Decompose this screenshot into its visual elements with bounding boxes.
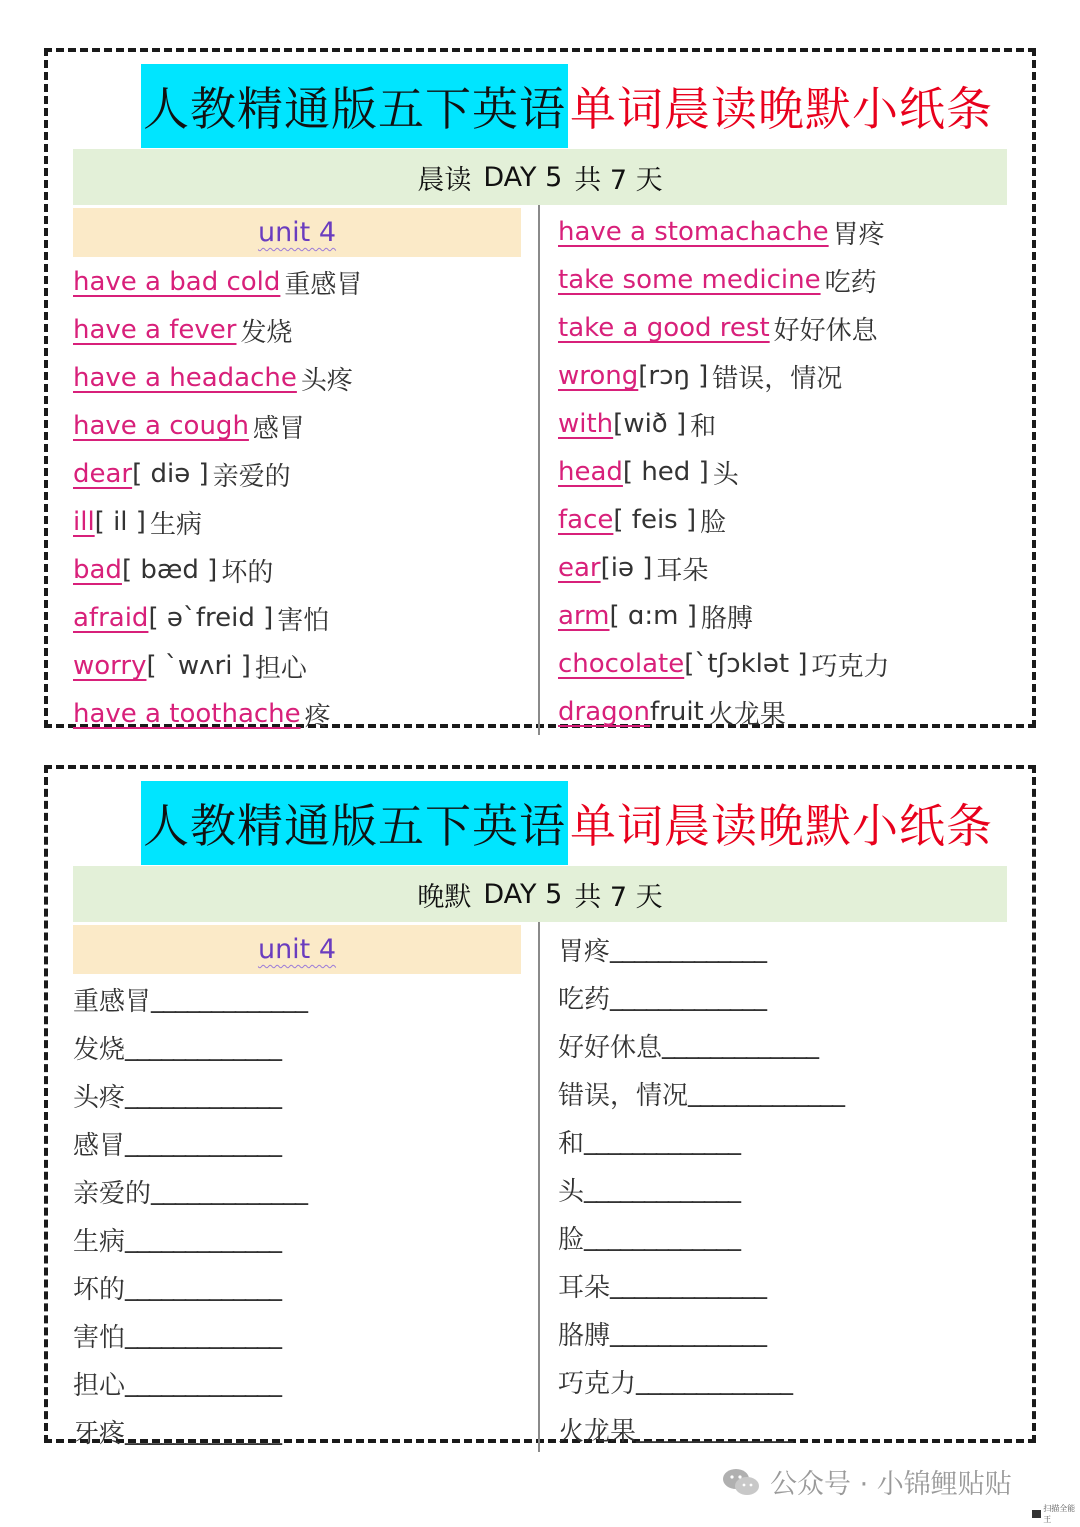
dictation-row <box>73 1167 533 1215</box>
scanner-badge-text: 扫描全能王 <box>1043 1504 1076 1524</box>
chinese-meaning: 吃药 <box>824 267 877 298</box>
english-word: bad <box>73 555 122 585</box>
chinese-prompt: 亲爱的 <box>73 1178 152 1209</box>
answer-blank[interactable]: _____________ <box>662 1030 819 1060</box>
word-row <box>558 544 1028 592</box>
phonetic: [ hed ] <box>622 457 709 487</box>
word-row <box>558 448 1028 496</box>
word-row <box>73 594 533 642</box>
word-list-left <box>73 258 533 738</box>
english-word: head <box>558 457 623 487</box>
english-word: ill <box>73 507 95 537</box>
day-total: 共 7 天 <box>574 881 663 913</box>
chinese-prompt: 和 <box>558 1128 585 1159</box>
chinese-prompt: 发烧 <box>73 1034 126 1065</box>
blank-list-right <box>558 925 1028 1453</box>
dictation-row <box>558 1213 1028 1261</box>
word-row <box>73 450 533 498</box>
chinese-meaning: 亲爱的 <box>212 461 291 492</box>
answer-blank[interactable]: _____________ <box>125 1320 282 1350</box>
title-highlight: 人教精通版五下英语 <box>141 64 568 148</box>
wechat-icon <box>722 1467 760 1497</box>
chinese-meaning: 发烧 <box>240 317 293 348</box>
english-word: arm <box>558 601 610 631</box>
chinese-prompt: 错误，情况 <box>558 1080 689 1111</box>
chinese-prompt: 担心 <box>73 1370 126 1401</box>
column-divider <box>538 205 540 735</box>
answer-blank[interactable]: _____________ <box>610 982 767 1012</box>
phonetic: [ feis ] <box>613 505 697 535</box>
dictation-row <box>558 1021 1028 1069</box>
chinese-meaning: 胳膊 <box>700 603 753 634</box>
answer-blank[interactable]: _____________ <box>125 1032 282 1062</box>
dictation-row <box>73 1071 533 1119</box>
english-word: chocolate <box>558 649 685 679</box>
chinese-meaning: 错误，情况 <box>712 363 843 394</box>
phonetic: [ il ] <box>94 507 146 537</box>
phonetic: [ ə`freid ] <box>148 603 274 633</box>
answer-blank[interactable]: _____________ <box>125 1416 282 1446</box>
chinese-meaning: 感冒 <box>252 413 305 444</box>
dictation-row <box>558 1165 1028 1213</box>
chinese-prompt: 脸 <box>558 1224 585 1255</box>
dictation-row <box>73 1263 533 1311</box>
word-row <box>73 642 533 690</box>
chinese-meaning: 坏的 <box>221 557 274 588</box>
word-row <box>558 256 1028 304</box>
title-red: 单词晨读晚默小纸条 <box>570 799 993 853</box>
english-word: have a cough <box>73 411 249 441</box>
chinese-meaning: 好好休息 <box>773 315 878 346</box>
chinese-meaning: 生病 <box>149 509 202 540</box>
answer-blank[interactable]: _____________ <box>610 934 767 964</box>
phonetic: [rɔŋ ] <box>638 361 709 391</box>
day-total: 共 7 天 <box>574 164 663 196</box>
word-row <box>73 546 533 594</box>
day-bar <box>73 149 1007 205</box>
word-row <box>73 402 533 450</box>
chinese-meaning: 疼 <box>304 701 331 732</box>
dictation-row <box>558 973 1028 1021</box>
answer-blank[interactable]: _____________ <box>125 1128 282 1158</box>
english-word: afraid <box>73 603 149 633</box>
word-row <box>73 498 533 546</box>
word-row <box>558 592 1028 640</box>
phonetic: [ `wʌri ] <box>146 651 251 681</box>
chinese-prompt: 头疼 <box>73 1082 126 1113</box>
answer-blank[interactable]: _____________ <box>636 1414 793 1444</box>
unit-box <box>73 925 521 974</box>
chinese-prompt: 火龙果 <box>558 1416 637 1447</box>
phonetic: [`tʃɔklət ] <box>684 649 808 679</box>
answer-blank[interactable]: _____________ <box>125 1224 282 1254</box>
word-row <box>73 354 533 402</box>
dictation-row <box>558 925 1028 973</box>
english-word: have a bad cold <box>73 267 281 297</box>
day-mode: 晨读 <box>417 164 472 196</box>
word-row <box>73 258 533 306</box>
word-row <box>558 352 1028 400</box>
chinese-meaning: 头 <box>712 459 739 490</box>
dictation-row <box>73 1311 533 1359</box>
card-title <box>141 64 993 148</box>
word-row <box>558 208 1028 256</box>
dictation-row <box>558 1405 1028 1453</box>
answer-blank[interactable]: _____________ <box>151 1176 308 1206</box>
english-word: face <box>558 505 614 535</box>
watermark-text: 公众号 · 小锦鲤贴贴 <box>770 1469 1012 1500</box>
english-word: take a good rest <box>558 313 770 343</box>
scanner-icon <box>1032 1510 1041 1518</box>
chinese-prompt: 生病 <box>73 1226 126 1257</box>
dictation-row <box>558 1309 1028 1357</box>
answer-blank[interactable]: _____________ <box>125 1080 282 1110</box>
chinese-meaning: 耳朵 <box>656 555 709 586</box>
answer-blank[interactable]: _____________ <box>636 1366 793 1396</box>
title-red: 单词晨读晚默小纸条 <box>570 82 993 136</box>
unit-box <box>73 208 521 257</box>
english-word: have a headache <box>73 363 297 393</box>
dictation-row <box>73 1119 533 1167</box>
dictation-row <box>558 1069 1028 1117</box>
dictation-row <box>558 1261 1028 1309</box>
answer-blank[interactable]: _____________ <box>584 1222 741 1252</box>
chinese-prompt: 感冒 <box>73 1130 126 1161</box>
word-row <box>558 304 1028 352</box>
answer-blank[interactable]: _____________ <box>688 1078 845 1108</box>
morning-card <box>44 48 1036 732</box>
english-word: wrong <box>558 361 639 391</box>
answer-blank[interactable]: _____________ <box>610 1270 767 1300</box>
english-word: dear <box>73 459 133 489</box>
chinese-meaning: 巧克力 <box>811 651 890 682</box>
blank-list-left <box>73 975 533 1455</box>
day-number: DAY 5 <box>483 878 563 910</box>
chinese-prompt: 重感冒 <box>73 986 152 1017</box>
unit-label: unit 4 <box>257 217 337 248</box>
chinese-meaning: 和 <box>690 411 717 442</box>
word-row <box>558 400 1028 448</box>
word-list-right <box>558 208 1028 736</box>
english-word: take some medicine <box>558 265 821 295</box>
chinese-prompt: 头 <box>558 1176 585 1207</box>
phonetic: [ diə ] <box>132 459 209 489</box>
chinese-prompt: 吃药 <box>558 984 611 1015</box>
chinese-meaning: 胃疼 <box>832 219 885 250</box>
phonetic: [wið ] <box>613 409 687 439</box>
dictation-row <box>73 1359 533 1407</box>
chinese-prompt: 胳膊 <box>558 1320 611 1351</box>
scanner-badge <box>1032 1503 1080 1525</box>
chinese-meaning: 头疼 <box>300 365 353 396</box>
dictation-row <box>73 1023 533 1071</box>
answer-blank[interactable]: _____________ <box>125 1368 282 1398</box>
english-word: worry <box>73 651 147 681</box>
phonetic: fruit <box>650 697 704 727</box>
dictation-row <box>73 1215 533 1263</box>
chinese-prompt: 耳朵 <box>558 1272 611 1303</box>
dictation-row <box>73 975 533 1023</box>
watermark <box>722 1462 1012 1501</box>
chinese-prompt: 胃疼 <box>558 936 611 967</box>
chinese-prompt: 好好休息 <box>558 1032 663 1063</box>
english-word: have a stomachache <box>558 217 829 247</box>
chinese-meaning: 害怕 <box>277 605 330 636</box>
english-word: with <box>558 409 614 439</box>
column-divider <box>538 922 540 1452</box>
evening-card <box>44 765 1036 1449</box>
phonetic: [ bæd ] <box>121 555 218 585</box>
word-row <box>73 690 533 738</box>
phonetic: [iə ] <box>600 553 653 583</box>
chinese-meaning: 担心 <box>254 653 307 684</box>
answer-blank[interactable]: _____________ <box>610 1318 767 1348</box>
day-bar <box>73 866 1007 922</box>
answer-blank[interactable]: _____________ <box>125 1272 282 1302</box>
chinese-meaning: 重感冒 <box>284 269 363 300</box>
answer-blank[interactable]: _____________ <box>584 1126 741 1156</box>
chinese-prompt: 牙疼 <box>73 1418 126 1449</box>
english-word: ear <box>558 553 601 583</box>
dictation-row <box>558 1357 1028 1405</box>
title-highlight: 人教精通版五下英语 <box>141 781 568 865</box>
chinese-meaning: 火龙果 <box>707 699 786 730</box>
chinese-prompt: 坏的 <box>73 1274 126 1305</box>
card-title <box>141 781 993 865</box>
day-number: DAY 5 <box>483 161 563 193</box>
dictation-row <box>73 1407 533 1455</box>
day-mode: 晚默 <box>417 881 472 913</box>
word-row <box>73 306 533 354</box>
english-word: have a fever <box>73 315 237 345</box>
english-word: dragon <box>558 697 651 727</box>
answer-blank[interactable]: _____________ <box>151 984 308 1014</box>
word-row <box>558 496 1028 544</box>
answer-blank[interactable]: _____________ <box>584 1174 741 1204</box>
word-row <box>558 688 1028 736</box>
english-word: have a toothache <box>73 699 301 729</box>
chinese-meaning: 脸 <box>700 507 727 538</box>
phonetic: [ ɑ:m ] <box>609 601 697 631</box>
dictation-row <box>558 1117 1028 1165</box>
word-row <box>558 640 1028 688</box>
chinese-prompt: 巧克力 <box>558 1368 637 1399</box>
unit-label: unit 4 <box>257 934 337 965</box>
chinese-prompt: 害怕 <box>73 1322 126 1353</box>
